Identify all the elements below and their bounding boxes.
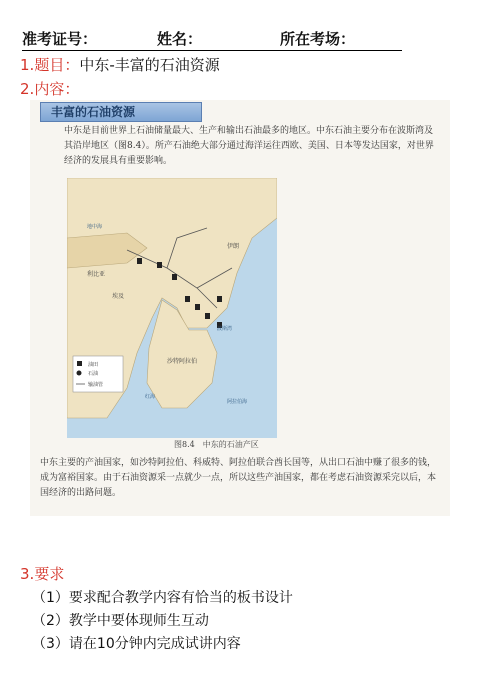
section-number: 3. xyxy=(20,565,35,583)
name-label: 姓名： xyxy=(157,30,203,48)
section-requirements xyxy=(20,563,64,584)
map-label: 阿拉伯海 xyxy=(227,399,248,405)
section-number: 1. xyxy=(20,56,35,74)
map-label: 埃及 xyxy=(112,293,125,300)
map-label: 伊朗 xyxy=(227,243,240,250)
section-number: 2. xyxy=(20,80,35,98)
exam-room-label: 所在考场： xyxy=(280,30,356,48)
legend-item: 石油 xyxy=(88,371,99,377)
exam-id-label: 准考证号： xyxy=(22,30,98,48)
legend-item: 油田 xyxy=(88,362,99,368)
topic-title: 中东-丰富的石油资源 xyxy=(79,56,220,74)
section-topic xyxy=(20,54,220,75)
excerpt-paragraph-1: 中东是目前世界上石油储量最大、生产和输出石油最多的地区。中东石油主要分布在波斯湾及其沿岸地区（图8.4）。所产石油绝大部分通过海洋运往西欧、美国、日本等发达国家，对世界经济的发展具有重要影响。 xyxy=(64,126,434,166)
map-label: 地中海 xyxy=(87,224,103,230)
middle-east-oil-map xyxy=(67,178,277,438)
section-label: 题目： xyxy=(34,56,80,74)
map-label: 沙特阿拉伯 xyxy=(167,358,198,365)
map-graphic xyxy=(67,178,277,438)
requirement-item: （1）要求配合教学内容有恰当的板书设计 xyxy=(32,590,293,606)
map-label: 波斯湾 xyxy=(217,326,233,332)
textbook-excerpt xyxy=(30,100,450,516)
requirement-item: （2）教学中要体现师生互动 xyxy=(32,613,209,629)
section-content xyxy=(20,78,79,99)
map-caption: 图8.4 中东的石油产区 xyxy=(174,440,259,449)
exam-header xyxy=(22,28,402,51)
section-label: 内容： xyxy=(34,80,80,98)
excerpt-banner: 丰富的石油资源 xyxy=(40,102,202,122)
section-label: 要求 xyxy=(34,565,65,583)
excerpt-paragraph-2: 中东主要的产油国家，如沙特阿拉伯、科威特、阿拉伯联合酋长国等，从出口石油中赚了很多的钱，成为富裕国家。由于石油资源采一点就少一点，所以这些产油国家，都在考虑石油资源采完以后，本国经济的出路问题。 xyxy=(40,458,437,498)
requirement-item: （3）请在10分钟内完成试讲内容 xyxy=(32,636,241,652)
map-label: 利比亚 xyxy=(87,271,106,278)
map-label: 红海 xyxy=(145,394,156,400)
legend-item: 输油管 xyxy=(88,382,104,388)
